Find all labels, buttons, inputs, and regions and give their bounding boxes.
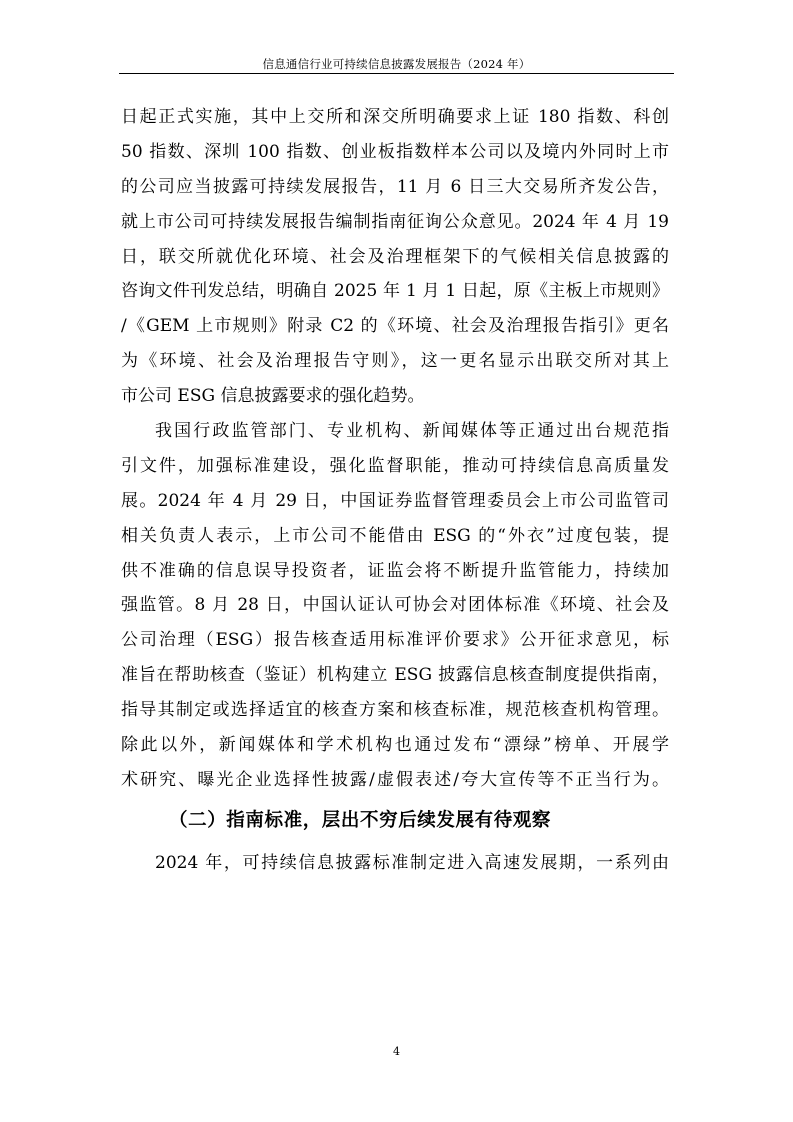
text-line: 日起正式实施，其中上交所和深交所明确要求上证 180 指数、科创 bbox=[121, 107, 669, 127]
text-line: 展。2024 年 4 月 29 日，中国证券监督管理委员会上市公司监管司 bbox=[121, 490, 669, 511]
text-line: 引文件，加强标准建设，强化监督职能，推动可持续信息高质量发 bbox=[121, 455, 669, 476]
section-heading: （二）指南标准，层出不穷后续发展有待观察 bbox=[169, 809, 552, 831]
text-line: 供不准确的信息误导投资者，证监会将不断提升监管能力，持续加 bbox=[121, 560, 669, 581]
text-line: 强监管。8 月 28 日，中国认证认可协会对团体标准《环境、社会及 bbox=[121, 595, 669, 616]
text-line: 咨询文件刊发总结，明确自 2025 年 1 月 1 日起，原《主板上市规则》 bbox=[121, 281, 669, 302]
text-line: 2024 年，可持续信息披露标准制定进入高速发展期，一系列由 bbox=[155, 852, 669, 873]
text-line: 指导其制定或选择适宜的核查方案和核查标准，规范核查机构管理。 bbox=[121, 700, 669, 721]
page-number: 4 bbox=[393, 1045, 400, 1058]
text-line: 的公司应当披露可持续发展报告，11 月 6 日三大交易所齐发公告， bbox=[121, 176, 669, 197]
paragraph bbox=[121, 846, 669, 881]
text-line: 准旨在帮助核查（鉴证）机构建立 ESG 披露信息核查制度提供指南， bbox=[121, 665, 669, 686]
text-line: 我国行政监管部门、专业机构、新闻媒体等正通过出台规范指 bbox=[155, 421, 669, 442]
header-rule bbox=[119, 73, 674, 74]
text-line: 相关负责人表示，上市公司不能借由 ESG 的“外衣”过度包装，提 bbox=[121, 525, 669, 546]
paragraph bbox=[121, 100, 669, 414]
text-line: 为《环境、社会及治理报告守则》，这一更名显示出联交所对其上 bbox=[121, 351, 669, 372]
text-line: 50 指数、深圳 100 指数、创业板指数样本公司以及境内外同时上市 bbox=[121, 141, 669, 162]
text-line: /《GEM 上市规则》附录 C2 的《环境、社会及治理报告指引》更名 bbox=[121, 316, 669, 337]
text-line: 日，联交所就优化环境、社会及治理框架下的气候相关信息披露的 bbox=[121, 246, 669, 267]
text-line: 市公司 ESG 信息披露要求的强化趋势。 bbox=[121, 386, 425, 407]
text-line: 公司治理（ESG）报告核查适用标准评价要求》公开征求意见，标 bbox=[121, 630, 669, 651]
running-header: 信息通信行业可持续信息披露发展报告（2024 年） bbox=[262, 57, 531, 71]
text-line: 除此以外，新闻媒体和学术机构也通过发布“漂绿”榜单、开展学 bbox=[121, 735, 669, 756]
body-text bbox=[121, 100, 669, 881]
paragraph bbox=[121, 414, 669, 798]
text-line: 术研究、曝光企业选择性披露/虚假表述/夸大宣传等不正当行为。 bbox=[121, 769, 669, 790]
text-line: 就上市公司可持续发展报告编制指南征询公众意见。2024 年 4 月 19 bbox=[121, 211, 669, 232]
